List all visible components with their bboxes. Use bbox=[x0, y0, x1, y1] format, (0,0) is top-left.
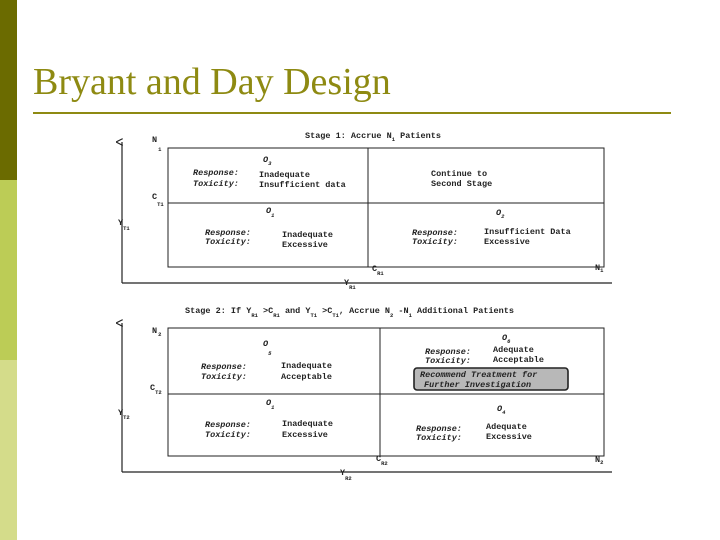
stage2-n2-axis-end: $N_2$ bbox=[595, 455, 604, 466]
stage2-tl-toxicity-label: Toxicity: bbox=[201, 372, 247, 382]
stage1-bl-toxicity: Excessive bbox=[282, 240, 328, 250]
stage2-br-response-label: Response: bbox=[416, 424, 462, 434]
stage2-o4-label: $O_4$ bbox=[497, 404, 506, 416]
stage2-yt2-label: $Y_{T2}$ bbox=[118, 408, 130, 421]
slide-title: Bryant and Day Design bbox=[33, 61, 391, 103]
stage2-tr-response: Adequate bbox=[493, 345, 534, 355]
stage2-br-toxicity: Excessive bbox=[486, 432, 532, 442]
stage1-o1-label: $O_1$ bbox=[266, 206, 275, 219]
stage1-tl-response-label: Response: bbox=[193, 168, 239, 178]
stage2-tl-response: Inadequate bbox=[281, 361, 333, 371]
stage2-tr-toxicity: Acceptable bbox=[493, 355, 545, 365]
stage1-br-toxicity: Excessive bbox=[484, 237, 530, 247]
stage2-tl-response-label: Response: bbox=[201, 362, 247, 372]
recommend-line2: Further Investigation bbox=[424, 380, 532, 390]
stage2-tr-toxicity-label: Toxicity: bbox=[425, 356, 471, 366]
stage2-n2-label: $N_2$ bbox=[152, 326, 162, 338]
stage2-tl-toxicity: Acceptable bbox=[281, 372, 333, 382]
recommend-line1: Recommend Treatment for bbox=[420, 370, 538, 380]
stage1-n1-label: $N_1$ bbox=[152, 135, 162, 153]
stage2-bl-toxicity-label: Toxicity: bbox=[205, 430, 251, 440]
stage1-bl-toxicity-label: Toxicity: bbox=[205, 237, 251, 247]
stage1-o3-label: $O_3$ bbox=[263, 155, 272, 167]
stage1-br-response: Insufficient Data bbox=[484, 227, 571, 237]
stage1-br-response-label: Response: bbox=[412, 228, 458, 238]
stage1-o2-label: $O_2$ bbox=[496, 208, 505, 220]
stage1-tl-response: Inadequate bbox=[259, 170, 311, 180]
stage1-yr1-label: $Y_{R1}$ bbox=[344, 278, 356, 291]
stage2-yr2-label: $Y_{R2}$ bbox=[340, 468, 352, 482]
stage1-tl-toxicity: Insufficient data bbox=[259, 180, 346, 190]
stage2-tr-response-label: Response: bbox=[425, 347, 471, 357]
stage1-tr-line2: Second Stage bbox=[431, 179, 493, 189]
stage2-cr2-label: $C_{R2}$ bbox=[376, 454, 388, 467]
stage1-header: Stage 1: Accrue $N_1$ Patients bbox=[305, 131, 441, 143]
stage2-bl-response: Inadequate bbox=[282, 419, 334, 429]
stage1-bl-response-label: Response: bbox=[205, 228, 251, 238]
stage1-yt1-label: $Y_{T1}$ bbox=[118, 218, 130, 232]
stage2-panel bbox=[118, 306, 612, 482]
stage1-br-toxicity-label: Toxicity: bbox=[412, 237, 458, 247]
stage1-tl-toxicity-label: Toxicity: bbox=[193, 179, 239, 189]
stage2-o1-label: $O_1$ bbox=[266, 398, 275, 411]
stage1-panel bbox=[118, 131, 612, 291]
stage2-o5-label: $O_5$ bbox=[263, 339, 272, 357]
recommend-box bbox=[414, 368, 568, 390]
stage2-o6-label: $O_6$ bbox=[502, 333, 511, 345]
stage1-n1-axis-end: $N_1$ bbox=[595, 263, 604, 274]
stage2-bl-response-label: Response: bbox=[205, 420, 251, 430]
stage1-bl-response: Inadequate bbox=[282, 230, 334, 240]
stage2-ct2-label: $C_{T2}$ bbox=[150, 383, 162, 396]
stage2-br-response: Adequate bbox=[486, 422, 527, 432]
stage2-br-toxicity-label: Toxicity: bbox=[416, 433, 462, 443]
stage1-tr-line1: Continue to bbox=[431, 169, 488, 179]
stage2-bl-toxicity: Excessive bbox=[282, 430, 328, 440]
stage2-header: Stage 2: If $Y_{R1} >C_{R1}$ and $Y_{T1} >C_{T1}$, Accrue $N_2$ $-N_1$ Additional Patients bbox=[185, 306, 514, 319]
stage1-grid-box bbox=[168, 148, 604, 267]
stage1-ct1-label: $C_{T1}$ bbox=[152, 192, 164, 208]
stage1-cr1-label: $C_{R1}$ bbox=[372, 264, 384, 277]
